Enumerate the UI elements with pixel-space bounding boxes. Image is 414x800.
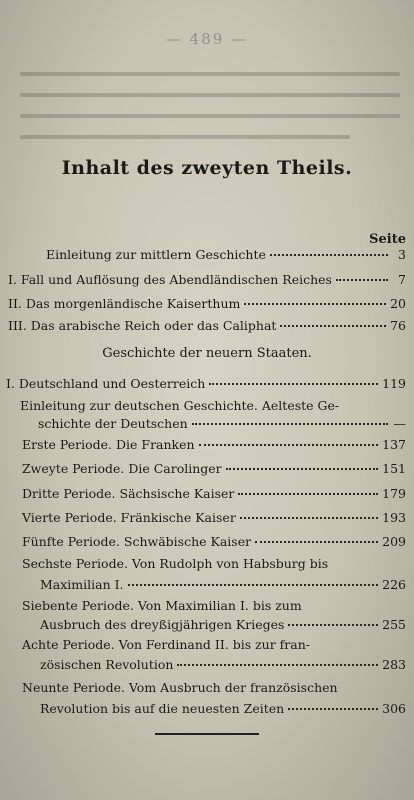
toc-entry-page: 3 xyxy=(398,247,406,262)
bleed-line xyxy=(20,114,400,118)
toc-entry xyxy=(8,272,406,287)
toc-entry-title: Achte Periode. Von Ferdinand II. bis zur fran- xyxy=(22,637,311,652)
dot-leader xyxy=(128,584,379,586)
toc-entry-page: 137 xyxy=(382,437,406,452)
toc-entry-page: — xyxy=(393,416,406,431)
page-column-label: Seite xyxy=(369,232,406,247)
toc-entry-title-cont: Revolution bis auf die neuesten Zeiten xyxy=(40,701,285,716)
dot-leader xyxy=(226,468,378,470)
dot-leader xyxy=(255,541,378,543)
toc-entry-page: 151 xyxy=(382,461,406,476)
toc-entry-page: 7 xyxy=(398,272,406,287)
toc-entry xyxy=(8,296,406,311)
dot-leader xyxy=(240,517,378,519)
toc-entry xyxy=(8,318,406,333)
toc-entry-page: 306 xyxy=(382,701,406,716)
toc-entry-title: Siebente Periode. Von Maximilian I. bis zum xyxy=(22,598,302,613)
toc-entry-page: 226 xyxy=(382,577,406,592)
toc-entry xyxy=(40,617,406,632)
bleed-through-text xyxy=(0,0,414,150)
dot-leader xyxy=(177,664,378,666)
dot-leader xyxy=(336,279,388,281)
toc-entry-page: 209 xyxy=(382,534,406,549)
toc-entry xyxy=(22,510,406,525)
toc-entry-title: III. Das arabische Reich oder das Caliphat xyxy=(8,318,277,333)
toc-entry-title: Sechste Periode. Von Rudolph von Habsburg bis xyxy=(22,556,329,571)
toc-entry-title: Neunte Periode. Vom Ausbruch der französischen xyxy=(22,680,338,695)
dot-leader xyxy=(244,303,386,305)
dot-leader xyxy=(270,254,388,256)
toc-title: Inhalt des zweyten Theils. xyxy=(61,157,353,179)
dot-leader xyxy=(209,383,378,385)
dot-leader xyxy=(199,444,379,446)
toc-entry-title: Einleitung zur deutschen Geschichte. Aelteste Ge- xyxy=(20,398,340,413)
toc-entry xyxy=(40,657,406,672)
toc-entry-title: Einleitung zur mittlern Geschichte xyxy=(46,247,266,262)
section-heading: Geschichte der neuern Staaten. xyxy=(102,346,312,361)
bleed-line xyxy=(20,135,350,139)
toc-entry xyxy=(22,486,406,501)
bleed-page-number: — 489 — xyxy=(165,30,249,48)
toc-entry xyxy=(22,461,406,476)
toc-entry xyxy=(6,376,406,391)
dot-leader xyxy=(192,423,388,425)
bleed-line xyxy=(20,72,400,76)
dot-leader xyxy=(280,325,386,327)
toc-entry-title: Dritte Periode. Sächsische Kaiser xyxy=(22,486,235,501)
end-rule xyxy=(155,733,259,735)
toc-entry xyxy=(22,534,406,549)
toc-entry-title-cont: Ausbruch des dreyßigjährigen Krieges xyxy=(40,617,285,632)
dot-leader xyxy=(288,708,378,710)
toc-entry-title: I. Deutschland und Oesterreich xyxy=(6,376,206,391)
toc-entry-title: II. Das morgenländische Kaiserthum xyxy=(8,296,241,311)
toc-entry xyxy=(40,577,406,592)
toc-entry xyxy=(46,247,406,262)
toc-entry-page: 255 xyxy=(382,617,406,632)
toc-entry-title-cont: Maximilian I. xyxy=(40,577,124,592)
toc-entry-page: 283 xyxy=(382,657,406,672)
toc-entry-title: Vierte Periode. Fränkische Kaiser xyxy=(22,510,236,525)
bleed-line xyxy=(20,93,400,97)
toc-entry-title: Fünfte Periode. Schwäbische Kaiser xyxy=(22,534,252,549)
toc-entry xyxy=(38,416,406,431)
toc-entry-page: 193 xyxy=(382,510,406,525)
dot-leader xyxy=(238,493,378,495)
toc-entry-title: Zweyte Periode. Die Carolinger xyxy=(22,461,222,476)
toc-entry-title-cont: zösischen Revolution xyxy=(40,657,174,672)
toc-entry-page: 20 xyxy=(390,296,406,311)
toc-entry-page: 76 xyxy=(390,318,406,333)
toc-entry xyxy=(40,701,406,716)
toc-entry xyxy=(22,437,406,452)
toc-entry-page: 179 xyxy=(382,486,406,501)
toc-entry-page: 119 xyxy=(382,376,406,391)
toc-entry-title-cont: schichte der Deutschen xyxy=(38,416,188,431)
toc-entry-title: I. Fall und Auflösung des Abendländischen Reiches xyxy=(8,272,332,287)
toc-entry-title: Erste Periode. Die Franken xyxy=(22,437,195,452)
dot-leader xyxy=(288,624,378,626)
